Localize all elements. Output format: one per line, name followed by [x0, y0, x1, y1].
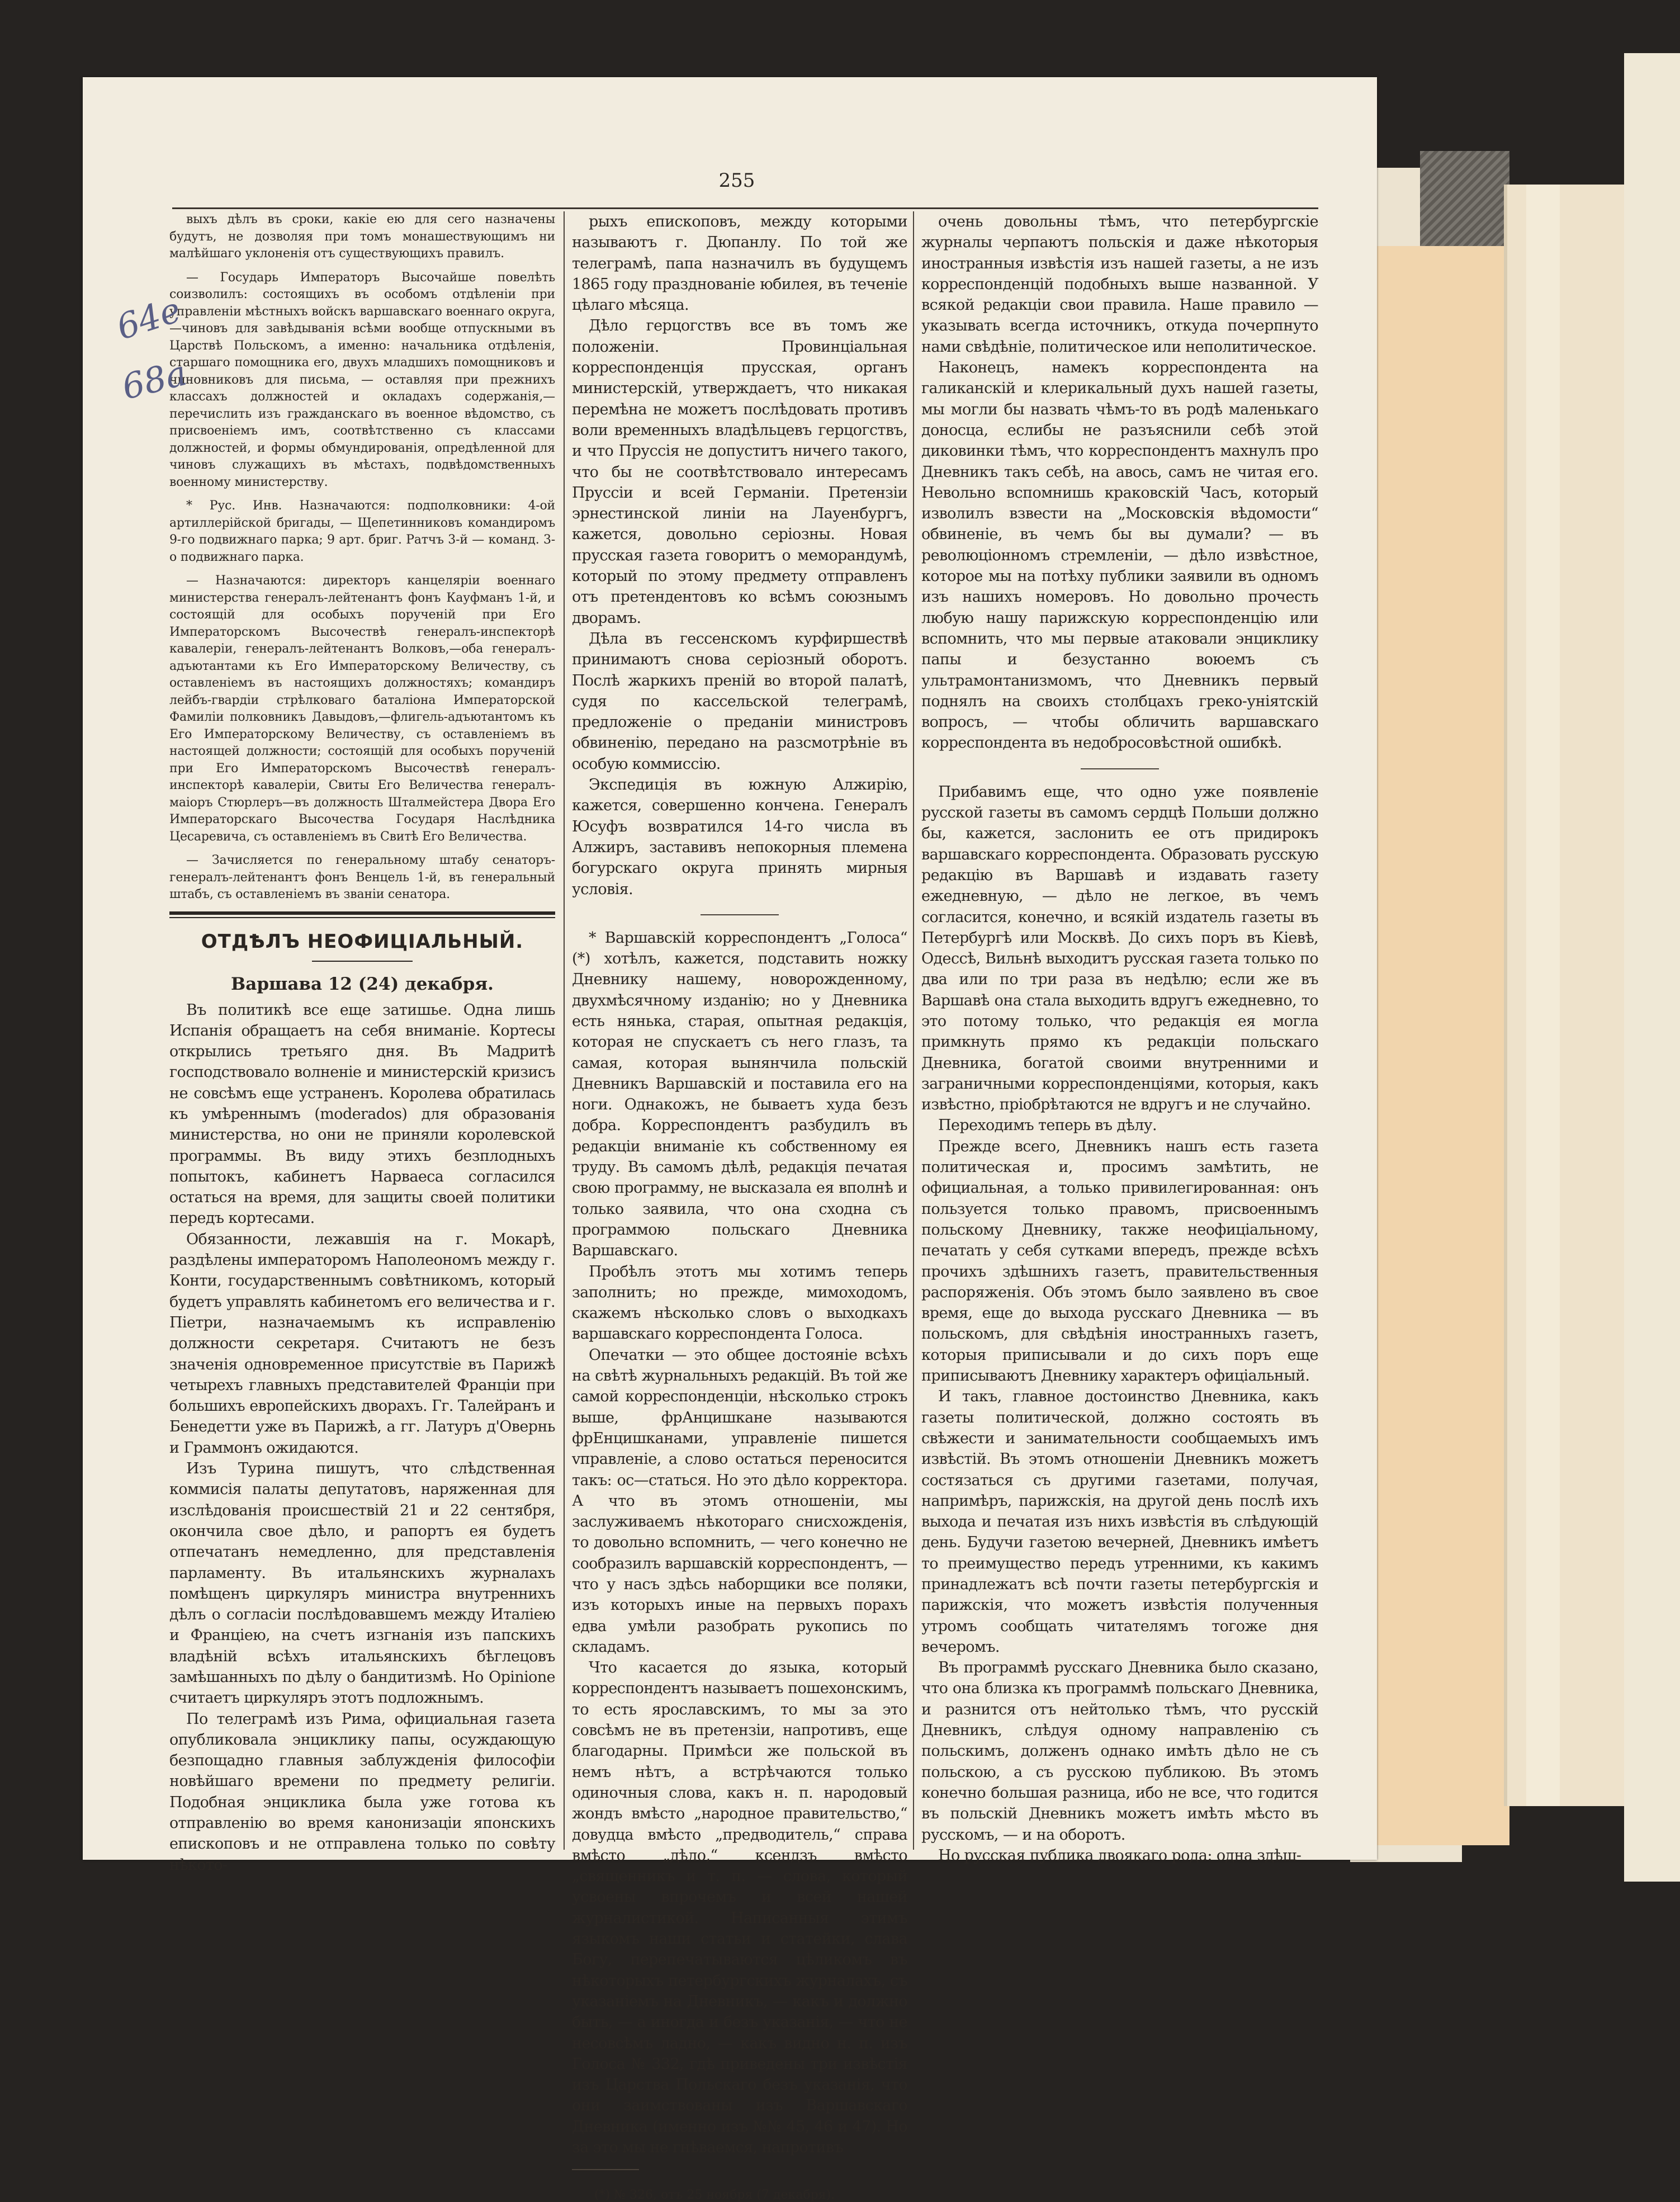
column-3 — [921, 211, 1318, 1866]
paragraph: Дѣло герцогствъ все въ томъ же положеніи. Провинціальная корреспонденція прусская, органъ министерскій, утверждаетъ, что никакая перемѣна не можетъ послѣдовать противъ воли временныхъ владѣльцевъ герцогствъ, и что Пруссія не допуститъ ничего такого, что бы не соотвѣтствовало интересамъ Пруссіи и всей Германіи. Претензіи эрнестинской линіи на Лауенбургъ, кажется, довольно серіозны. Новая прусская газета говоритъ о меморандумѣ, который по этому предмету отправленъ отъ претендентовъ ко всѣмъ союзнымъ дворамъ. — [572, 317, 907, 627]
paragraph: Что касается до языка, который корреспондентъ называетъ пошехонскимъ, то есть ярославскимъ, то мы за это совсѣмъ не въ претензіи, напротивъ, еще благодарны. Примѣси же польской въ немъ нѣтъ, а встрѣчаются только одиночныя слова, какъ н. п. народовый жондъ вмѣсто „народное правительство,“ довудца вмѣсто „предводитель,“ справа вмѣсто „дѣло,“ ксендзъ вмѣсто „священникъ и т. п. — слова, который усвоены впрочемъ и всей нашей журналистикой. Написанныя этимъ языкомъ наши статьи и статейки, слава Богу, перепечатываются цѣликомъ въ нѣкоторыхъ петербургскихъ журналахъ, съ указаніемъ на Дневникъ, — какъ и должно быть, — а иногда и безъ указанія, — что не несовсѣмъ ладно, — какъ видно н. п. изъ Голоса № 332, гдѣ приведены три извѣстія изъ Царства Польскаго безъ указанія, что они заимствованы изъ Варшавскаго Дневника (именно изъ №№ 45, 46 и 47). Но за это мы не гнѣваемся, напротивъ — [572, 1659, 907, 2157]
section-heading: ОТДѢЛЪ НЕОФИЦІАЛЬНЫЙ. — [201, 930, 524, 953]
handwritten-note: 64e — [111, 289, 186, 348]
paragraph: Обязанности, лежавшія на г. Мокарѣ, раздѣлены императоромъ Наполеономъ между г. Конти, государственнымъ совѣтникомъ, который будетъ управлять кабинетомъ его величества и г. Піетри, назначаемымъ къ исправленію должности секретаря. Считаютъ не безъ значенія одновременное присутствіе въ Парижѣ четырехъ главныхъ представителей Франціи при большихъ европейскихъ дворахъ. Гг. Талейранъ и Бенедетти уже въ Парижѣ, а гг. Латуръ д'Овернь и Граммонъ ожидаются. — [169, 1230, 555, 1457]
paragraph: очень довольны тѣмъ, что петербургскіе журналы черпаютъ польскія и даже нѣкоторыя иностранныя извѣстія изъ нашей газеты, а не изъ корреспонденцій подобныхъ выше названной. У всякой редакціи свои правила. Наше правило — указывать всегда источникъ, откуда почерпнуто нами свѣдѣніе, политическое или неполитическое. — [921, 213, 1318, 356]
newspaper-page — [83, 77, 1377, 2202]
page-number: 255 — [718, 169, 755, 192]
paragraph: Изъ Турина пишутъ, что слѣдственная коммисія палаты депутатовъ, наряженная для изслѣдованія происшествій 21 и 22 сентября, окончила свое дѣло, и рапортъ ея будетъ отпечатанъ немедленно, для представленія парламенту. Въ итальянскихъ журналахъ помѣщенъ циркуляръ министра внутреннихъ дѣлъ о согласіи послѣдовавшемъ между Италіею и Франціею, на счетъ изгнанія изъ папскихъ владѣній всѣхъ итальянскихъ бѣглецовъ замѣшанныхъ по дѣлу о бандитизмѣ. Но Opinione считаетъ циркуляръ этотъ подложнымъ. — [169, 1460, 555, 1707]
column-divider — [564, 211, 565, 1850]
paragraph: Наконецъ, намекъ корреспондента на галиканскій и клерикальный духъ нашей газеты, мы могли бы назвать чѣмъ-то въ родѣ маленькаго доносца, еслибы не разъяснили себѣ этой диковинки тѣмъ, что корреспондентъ махнулъ про Дневникъ такъ себѣ, на авось, самъ не читая его. Невольно вспомнишь краковскій Часъ, который изволилъ взвести на „Московскія вѣдомости“ обвиненіе, въ чемъ бы вы думали? — въ революціонномъ стремленіи, — дѣло извѣстное, которое мы на потѣху публики заявили въ одномъ изъ нашихъ номеровъ. Но довольно прочесть любую нашу парижскую корреспонденцію или вспомнить, что мы первые атаковали энциклику папы и безустанно воюемъ съ ультрамонтанизмомъ, что Дневникъ первый поднялъ на своихъ столбцахъ греко-уніятскій вопросъ, — чтобы обличить варшавскаго корреспондента въ недобросовѣстной ошибкѣ. — [921, 359, 1318, 752]
footnote: (*) № 326, отъ 25 ноября (7 декабря). — [594, 2188, 835, 2202]
paragraph: Прибавимъ еще, что одно уже появленіе русской газеты въ самомъ сердцѣ Польши должно бы, кажется, заслонить ее отъ придирокъ варшавскаго корреспондента. Образовать русскую редакцію въ Варшавѣ и издавать газету ежедневную, — дѣло не легкое, въ чемъ согласится, конечно, и всякій издатель газеты въ Петербургѣ или Москвѣ. До сихъ поръ въ Кіевѣ, Одессѣ, Вильнѣ выходитъ русская газета только по два или по три раза въ недѣлю; если же въ Варшавѣ она стала выходить вдругъ ежедневно, то это потому только, что редакція ея могла примкнуть прямо къ редакціи польскаго Дневника, богатой своими внутренними и заграничными корреспонденціями, которыя, какъ извѣстно, пріобрѣтаются не вдругъ и не случайно. — [921, 783, 1318, 1114]
paragraph: выхъ дѣлъ въ сроки, какіе ею для сего назначены будутъ, не дозволяя при томъ монашествующимъ ни малѣйшаго уклоненія отъ существующихъ правилъ. — [169, 212, 555, 261]
paragraph: — Государь Императоръ Высочайше повелѣть соизволилъ: состоящихъ въ особомъ отдѣленіи при управленіи мѣстныхъ войскъ варшавскаго военнаго округа,—чиновъ для завѣдыванія всѣми вообще отпускными въ Царствѣ Польскомъ, а именно: начальника отдѣленія, старшаго помощника его, двухъ младшихъ помощниковъ и чиновниковъ для письма, — оставляя при прежнихъ классахъ должностей и окладахъ содержанія,—перечислить изъ гражданскаго въ военное вѣдомство, съ присвоеніемъ имъ, соотвѣтственно съ классами должностей, и формы обмундированія, опредѣленной для чиновъ служащихъ въ мѣстахъ, подвѣдомственныхъ военному министерству. — [169, 270, 555, 489]
footnote-rule — [572, 2169, 639, 2170]
header-rule — [172, 207, 1318, 209]
section-rule — [169, 911, 555, 918]
page-stack-edge-2 — [1504, 185, 1624, 1806]
paragraph: Въ программѣ русскаго Дневника было сказано, что она близка къ программѣ польскаго Дневника, и разнится отъ нейтолько тѣмъ, что русскій Дневникъ, слѣдуя одному направленію съ польскимъ, долженъ однако имѣть дѣло не съ польскою, а съ русскою публикою. Въ этомъ конечно большая разница, ибо не все, что годится въ польскій Дневникъ можетъ имѣть мѣсто въ русскомъ, — и на оборотъ. — [921, 1659, 1318, 1844]
unofficial-section — [169, 1000, 555, 1875]
column-2 — [572, 211, 907, 2202]
paragraph: рыхъ епископовъ, между которыми называютъ г. Дюпанлу. По той же телеграмѣ, папа назначилъ въ будущемъ 1865 году празднованіе юбилея, въ теченіе цѣлаго мѣсяца. — [572, 213, 907, 314]
page-stack-edge — [1359, 246, 1509, 1845]
article-separator — [1081, 768, 1159, 769]
paragraph: Но русская публика двоякаго рода: одна здѣш- — [938, 1846, 1302, 1864]
paragraph: * Варшавскій корреспондентъ „Голоса“ (*) хотѣлъ, кажется, подставить ножку Дневнику нашему, новорожденному, двухмѣсячному изданію; но у Дневника есть нянька, старая, опытная редакція, которая не спускаетъ съ него глазъ, та самая, которая вынянчила польскій Дневникъ Варшавскій и поставила его на ноги. Однакожъ, не бываетъ худа безъ добра. Корреспондентъ разбудилъ въ редакціи вниманіе къ собственному ея труду. Въ самомъ дѣлѣ, редакція печатая свою программу, не высказала ея вполнѣ и только заявила, что она сходна съ программою польскаго Дневника Варшавскаго. — [572, 929, 907, 1260]
paragraph: — Назначаются: директоръ канцеляріи военнаго министерства генералъ-лейтенантъ фонъ Кауфманъ 1-й, и состоящій для особыхъ порученій при Его Императорскомъ Высочествѣ генералъ-инспекторѣ кавалеріи, генералъ-лейтенантъ Волковъ,—оба генералъ-адъютантами къ Его Императорскому Величеству, съ оставленіемъ въ настоящихъ должностяхъ; командиръ лейбъ-гвардіи стрѣлковаго баталіона Императорской Фамиліи полковникъ Давыдовъ,—флигель-адъютантомъ къ Его Императорскому Величеству, съ оставленіемъ въ настоящей должности; состоящій для особыхъ порученій при Его Императорскомъ Высочествѣ генералъ-инспекторѣ кавалеріи, Свиты Его Величества генералъ-маіоръ Стюрлеръ—въ должность Шталмейстера Двора Его Императорскаго Высочества Государя Наслѣдника Цесаревича, съ оставленіемъ въ Свитѣ Его Величества. — [169, 574, 555, 844]
paragraph: Опечатки — это общее достояніе всѣхъ на свѣтѣ журнальныхъ редакцій. Въ той же самой корреспонденціи, нѣсколько строкъ выше, фрАнцишкане называются фрЕнцишканами, управленіе пишется vправленіе, а слово остаться переносится такъ: ос—статься. Но это дѣло корректора. А что въ этомъ отношеніи, мы заслуживаемъ нѣкотораго снисхожденія, то довольно вспомнить, — чего конечно не сообразилъ варшавскій корреспондентъ, — что у насъ здѣсь наборщики все поляки, изъ которыхъ иные на первыхъ порахъ едва умѣли разобрать рукопись по складамъ. — [572, 1346, 907, 1656]
paragraph: Дѣла въ гессенскомъ курфиршествѣ принимаютъ снова серіозный оборотъ. Послѣ жаркихъ преній во второй палатѣ, судя по кассельской телеграмѣ, предложеніе о преданіи министровъ обвиненію, передано на разсмотрѣніе въ особую коммиссію. — [572, 630, 907, 773]
cloth-binding — [1420, 151, 1509, 252]
column-1 — [169, 211, 555, 1875]
column-divider — [913, 211, 914, 1850]
dateline: Варшава 12 (24) декабря. — [231, 974, 494, 994]
paragraph: Прежде всего, Дневникъ нашъ есть газета политическая и, просимъ замѣтить, не официальная, а только привилегированная: онъ пользуется только правомъ, присвоеннымъ польскому Дневнику, также неофиціальному, печатать у себя сутками впередъ, прежде всѣхъ прочихъ здѣшнихъ газетъ, правительственныя распоряженія. Объ этомъ было заявлено въ свое время, еще до выхода русскаго Дневника — въ польскомъ, для свѣдѣнія иностранныхъ газетъ, которыя приписывали и до сихъ поръ еще приписываютъ Дневнику характеръ офиціальный. — [921, 1137, 1318, 1385]
paragraph: Пробѣлъ этотъ мы хотимъ теперь заполнить; но прежде, мимоходомъ, скажемъ нѣсколько словъ о выходкахъ варшавскаго корреспондента Голоса. — [572, 1263, 907, 1343]
paragraph: Переходимъ теперь въ дѣлу. — [938, 1117, 1157, 1135]
paragraph: Въ политикѣ все еще затишье. Одна лишь Испанія обращаетъ на себя вниманіе. Кортесы открылись третьяго дня. Въ Мадритѣ господствовало волненіе и министерскій кризисъ не совсѣмъ еще устраненъ. Королева обратилась къ умѣреннымъ (moderados) для образованія министерства, но они не приняли королевской программы. Въ виду этихъ безплодныхъ попытокъ, кабинетъ Нарваеса согласился остаться на время, для защиты своей политики передъ кортесами. — [169, 1001, 555, 1227]
paragraph: * Рус. Инв. Назначаются: подполковники: 4-ой артиллерійской бригады, — Щепетинниковъ командиромъ 9-го подвижнаго парка; 9 арт. бриг. Ратчъ 3-й — команд. 3-о подвижнаго парка. — [169, 499, 555, 564]
paragraph: И такъ, главное достоинство Дневника, какъ газеты политической, должно состоять въ свѣжести и занимательности сообщаемыхъ имъ извѣстій. Въ этомъ отношеніи Дневникъ можетъ состязаться съ другими газетами, получая, напримѣръ, парижскія, на другой день послѣ ихъ выхода и печатая изъ нихъ извѣстія въ слѣдующій день. Будучи газетою вечерней, Дневникъ имѣетъ то преимущество передъ утренними, къ какимъ принадлежатъ всѣ почти газеты петербургскія и парижскія, что можетъ извѣстія полученныя утромъ сообщать читателямъ тогоже дня вечеромъ. — [921, 1388, 1318, 1656]
paragraph: Экспедиція въ южную Алжирію, кажется, совершенно кончена. Генералъ Юсуфъ возвратился 14-го числа въ Алжиръ, заставивъ непокорныя племена богурскаго округа принять мирныя условія. — [572, 776, 907, 898]
official-section — [169, 211, 555, 904]
handwritten-note: 68a — [117, 352, 191, 408]
adjacent-page — [1624, 53, 1680, 1882]
paragraph: По телеграмѣ изъ Рима, официальная газета опубликовала энциклику папы, осуждающую безпощадно главныя заблужденія философіи новѣйшаго времени по предмету религіи. Подобная энциклика была уже готова къ отправленію во время канонизаціи японскихъ епископовъ и не отправлена только по совѣту нѣкото- — [169, 1710, 555, 1874]
article-separator — [701, 914, 779, 915]
paragraph: — Зачисляется по генеральному штабу сенаторъ-генералъ-лейтенантъ фонъ Венцель 1-й, въ генеральный штабъ, съ оставленіемъ въ званіи сенатора. — [169, 853, 555, 901]
heading-underline — [312, 961, 413, 962]
